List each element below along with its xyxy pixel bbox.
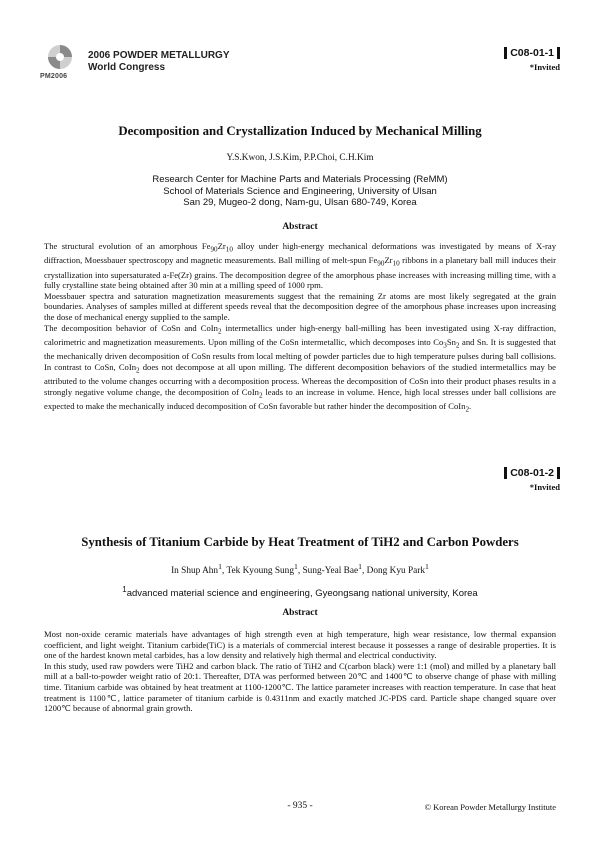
paper1-authors: Y.S.Kwon, J.S.Kim, P.P.Choi, C.H.Kim xyxy=(226,153,374,163)
paper2-title: Synthesis of Titanium Carbide by Heat Treatment of TiH2 and Carbon Powders xyxy=(81,535,519,549)
paper2-affiliation: $^1$advanced material science and engineering, Gyeongsang national university, Korea xyxy=(122,585,478,600)
paper1-code: C08-01-1 xyxy=(504,47,560,59)
paper2-code-box xyxy=(490,463,560,492)
paper2-authors: In Shup Ahn$^1$, Tek Kyoung Sung$^1$, Sung-Yeal Bae$^1$, Dong Kyu Park$^1$ xyxy=(171,562,429,577)
paper2-author: Sung-Yeal Bae xyxy=(302,566,359,577)
paper1-abstract-paragraph: Moessbauer spectra and saturation magnetization measurements suggest that the remaining Zr atoms are most likely segregated at the grain boundaries. Analyses of samples milled at different speeds reveal that the decomposition degree of the amorphous phase increases upon increasing the dose of mechanical energy supplied to the sample. xyxy=(44,290,556,322)
paper1-code-box xyxy=(490,43,560,72)
paper2-code: C08-01-2 xyxy=(504,467,560,479)
page-number: - 935 - xyxy=(287,801,313,811)
paper2-abstract-heading: Abstract xyxy=(282,608,318,618)
paper1-affiliation-line: School of Materials Science and Engineering, University of Ulsan xyxy=(163,185,437,197)
paper1-abstract-paragraph: The decomposition behavior of CoSn and CoIn$_2$ intermetallics under high-energy ball-milling has been investigated using X-ray diffraction, calorimetric and magnetization measurements. Upon milling of the CoSn intermetallic, which decomposes into $Co_3Sn_2$ and Sn. It is suggested that the mechanically driven decomposition of CoSn results from local melting of powder particles due to high temperature pulses during ball collisions. In contrast to CoSn, CoIn$_2$ does not decompose at all upon milling. The different decomposition behaviors of the studied intermetallics may be attributed to the volume changes occurring with a decomposition process. Whereas the decomposition of CoSn into their product phases results in a strongly negative volume change, the decomposition of CoIn$_2$ leads to an increase in volume. Hence, high local stresses under ball collisions are expected to make the mechanically induced decomposition of CoSn favorable but rather hinder the decomposition of CoIn$_2$. xyxy=(44,322,556,414)
congress-line-2: World Congress xyxy=(88,61,166,73)
paper2-author: In Shup Ahn xyxy=(171,566,219,577)
paper1-title: Decomposition and Crystallization Induced by Mechanical Milling xyxy=(118,124,482,138)
paper2-affiliation-text: advanced material science and engineering, Gyeongsang national university, Korea xyxy=(126,588,478,600)
paper1-affiliation xyxy=(0,174,600,209)
paper1-affiliation-line: Research Center for Machine Parts and Materials Processing (ReMM) xyxy=(152,174,448,185)
paper1-abstract-heading: Abstract xyxy=(282,222,318,232)
paper2-invited: *Invited xyxy=(529,482,560,492)
paper2-author: Tek Kyoung Sung xyxy=(226,566,294,577)
paper1-abstract xyxy=(44,241,556,415)
paper1-invited: *Invited xyxy=(529,62,560,72)
paper2-abstract-paragraph: Most non-oxide ceramic materials have advantages of high strength even at high temperature, high wear resistance, low thermal expansion coefficient, and light weight. Titanium carbide(TiC) is a materials of commercial interest because it possesses a range of desirable properties. It is one of the hardest known metal carbides, has a low density and relatively high thermal and electrical conductivity. xyxy=(44,629,556,661)
paper1-affiliation-line: San 29, Mugeo-2 dong, Nam-gu, Ulsan 680-749, Korea xyxy=(183,197,417,208)
paper1-abstract-paragraph: The structural evolution of an amorphous $Fe_{90}Zr_{10}$ alloy under high-energy mechanical deformations was investigated by means of X-ray diffraction, Moessbauer spectroscopy and magnetic measurements. Ball milling of melt-spun $Fe_{90}Zr_{10}$ ribbons in a planetary ball mill induces their crystallization into supersaturated a-Fe(Zr) grains. The decomposition degree of the amorphous phase increases with increasing milling time, with a fully crystalline state being obtained after 30 min at a milling speed of 1000 rpm. xyxy=(44,241,557,291)
paper2-abstract xyxy=(44,629,556,714)
congress-title xyxy=(88,50,230,73)
copyright: © Korean Powder Metallurgy Institute xyxy=(424,802,556,812)
paper2-abstract-paragraph: In this study, used raw powders were TiH2 and carbon black. The ratio of TiH2 and C(carbon black) were 1:1 (mol) and milled by a planetary ball mill at a ball-to-powder weight ratio of 20:1. Thereafter, DTA was performed between 20℃ and 1400℃ to observe change of phase with milling time. Titanium carbide was obtained by heat treatment at 1100-1200℃. The lattice parameter increases with reaction temperature. In case that heat treatment is 1100℃, lattice parameter of titanium carbide is 0.4311nm and exactly matched JC-PDS card. Particle shape changed square over 1200℃ because of abnormal grain growth. xyxy=(44,660,556,714)
logo-text: PM2006 xyxy=(40,73,68,80)
congress-line-1: 2006 POWDER METALLURGY xyxy=(88,50,230,61)
paper2-author: Dong Kyu Park xyxy=(366,566,426,577)
